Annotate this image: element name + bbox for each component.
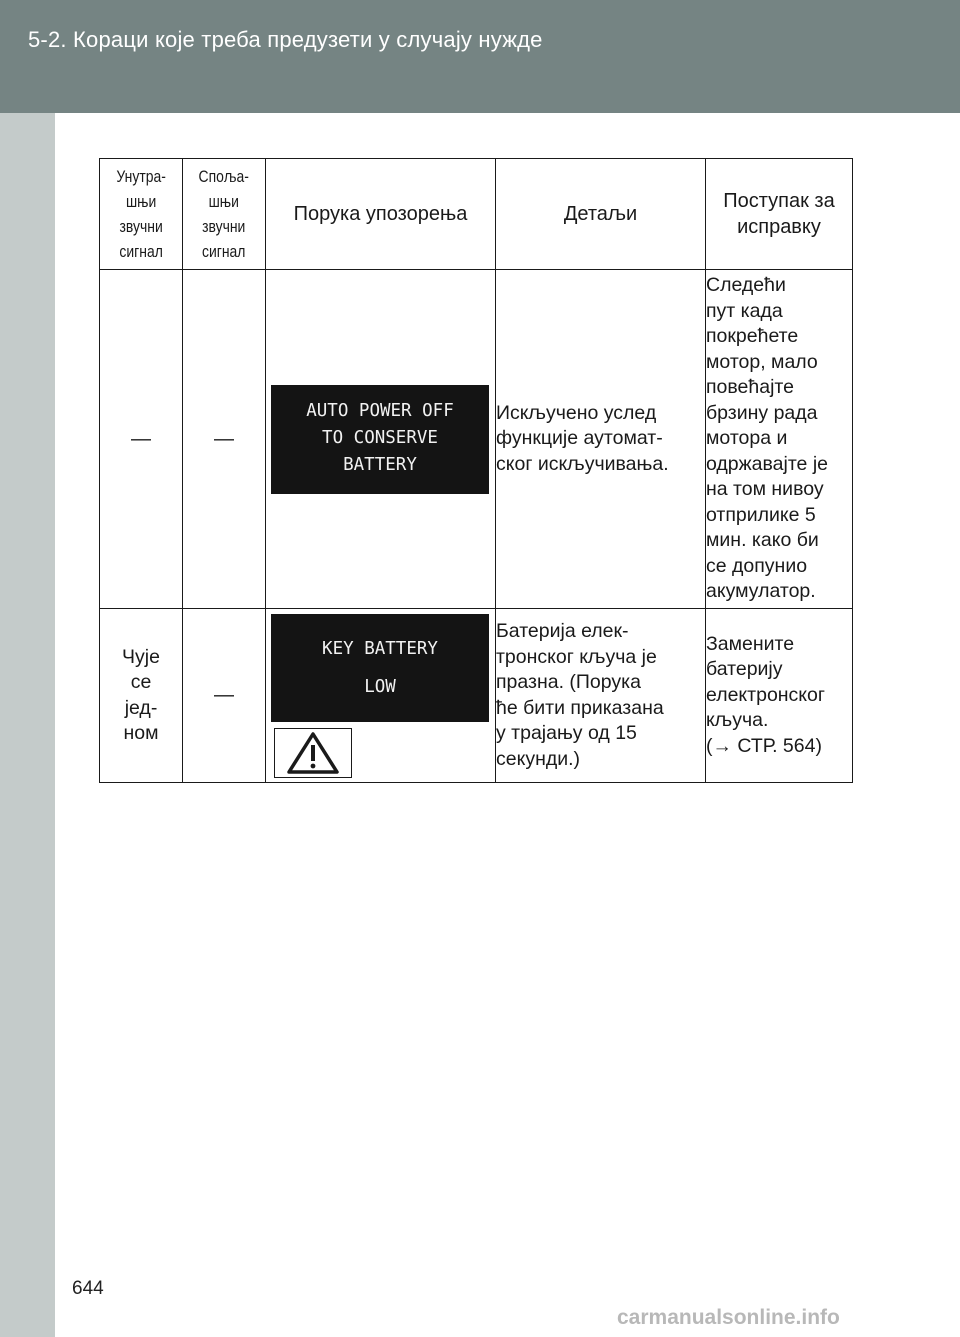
table-row xyxy=(100,270,853,609)
warning-table xyxy=(99,158,853,783)
details-cell: Батерија елек- тронског кључа је празна. (Порука ће бити приказана у трајању од 15 секунди.) xyxy=(496,609,706,783)
lcd-line: BATTERY xyxy=(343,454,417,475)
lcd-line: LOW xyxy=(364,676,396,697)
internal-buzzer-value: — xyxy=(100,270,183,609)
lcd-line: AUTO POWER OFF xyxy=(306,400,454,421)
warning-triangle-icon xyxy=(274,728,352,778)
section-title: 5-2. Кораци које треба предузети у случају нужде xyxy=(28,27,543,52)
col-external-buzzer: Споља- шњи звучни сигнал xyxy=(183,159,266,270)
lcd-line: KEY BATTERY xyxy=(322,638,438,659)
lcd-display-key-battery-low xyxy=(271,614,489,722)
correction-cell: Замените батерију електронског кључа. (→ СТР. 564) xyxy=(706,609,853,783)
col-warning-message: Порука упозорења xyxy=(266,159,496,270)
table-row xyxy=(100,609,853,783)
watermark: carmanualsonline.info xyxy=(617,1306,840,1329)
lcd-display-auto-power-off xyxy=(271,385,489,494)
table-header-row xyxy=(100,159,853,270)
external-buzzer-value: — xyxy=(183,609,266,783)
internal-buzzer-value: Чује се јед- ном xyxy=(100,609,183,783)
external-buzzer-value: — xyxy=(183,270,266,609)
header-bar xyxy=(0,0,960,113)
correction-cell: Следећи пут када покрећете мотор, мало повећајте брзину рада мотора и одржавајте је на том нивоу отприлике 5 мин. како би се допунио акумулатор. xyxy=(706,270,853,609)
col-details: Детаљи xyxy=(496,159,706,270)
side-band xyxy=(0,113,55,1337)
col-internal-buzzer: Унутра- шњи звучни сигнал xyxy=(100,159,183,270)
details-cell: Искључено услед функције аутомат- ског искључивања. xyxy=(496,270,706,609)
page-number: 644 xyxy=(72,1278,104,1299)
warning-message-cell xyxy=(266,270,496,609)
warning-message-cell xyxy=(266,609,496,783)
col-correction: Поступак за исправку xyxy=(706,159,853,270)
lcd-line: TO CONSERVE xyxy=(322,427,438,448)
